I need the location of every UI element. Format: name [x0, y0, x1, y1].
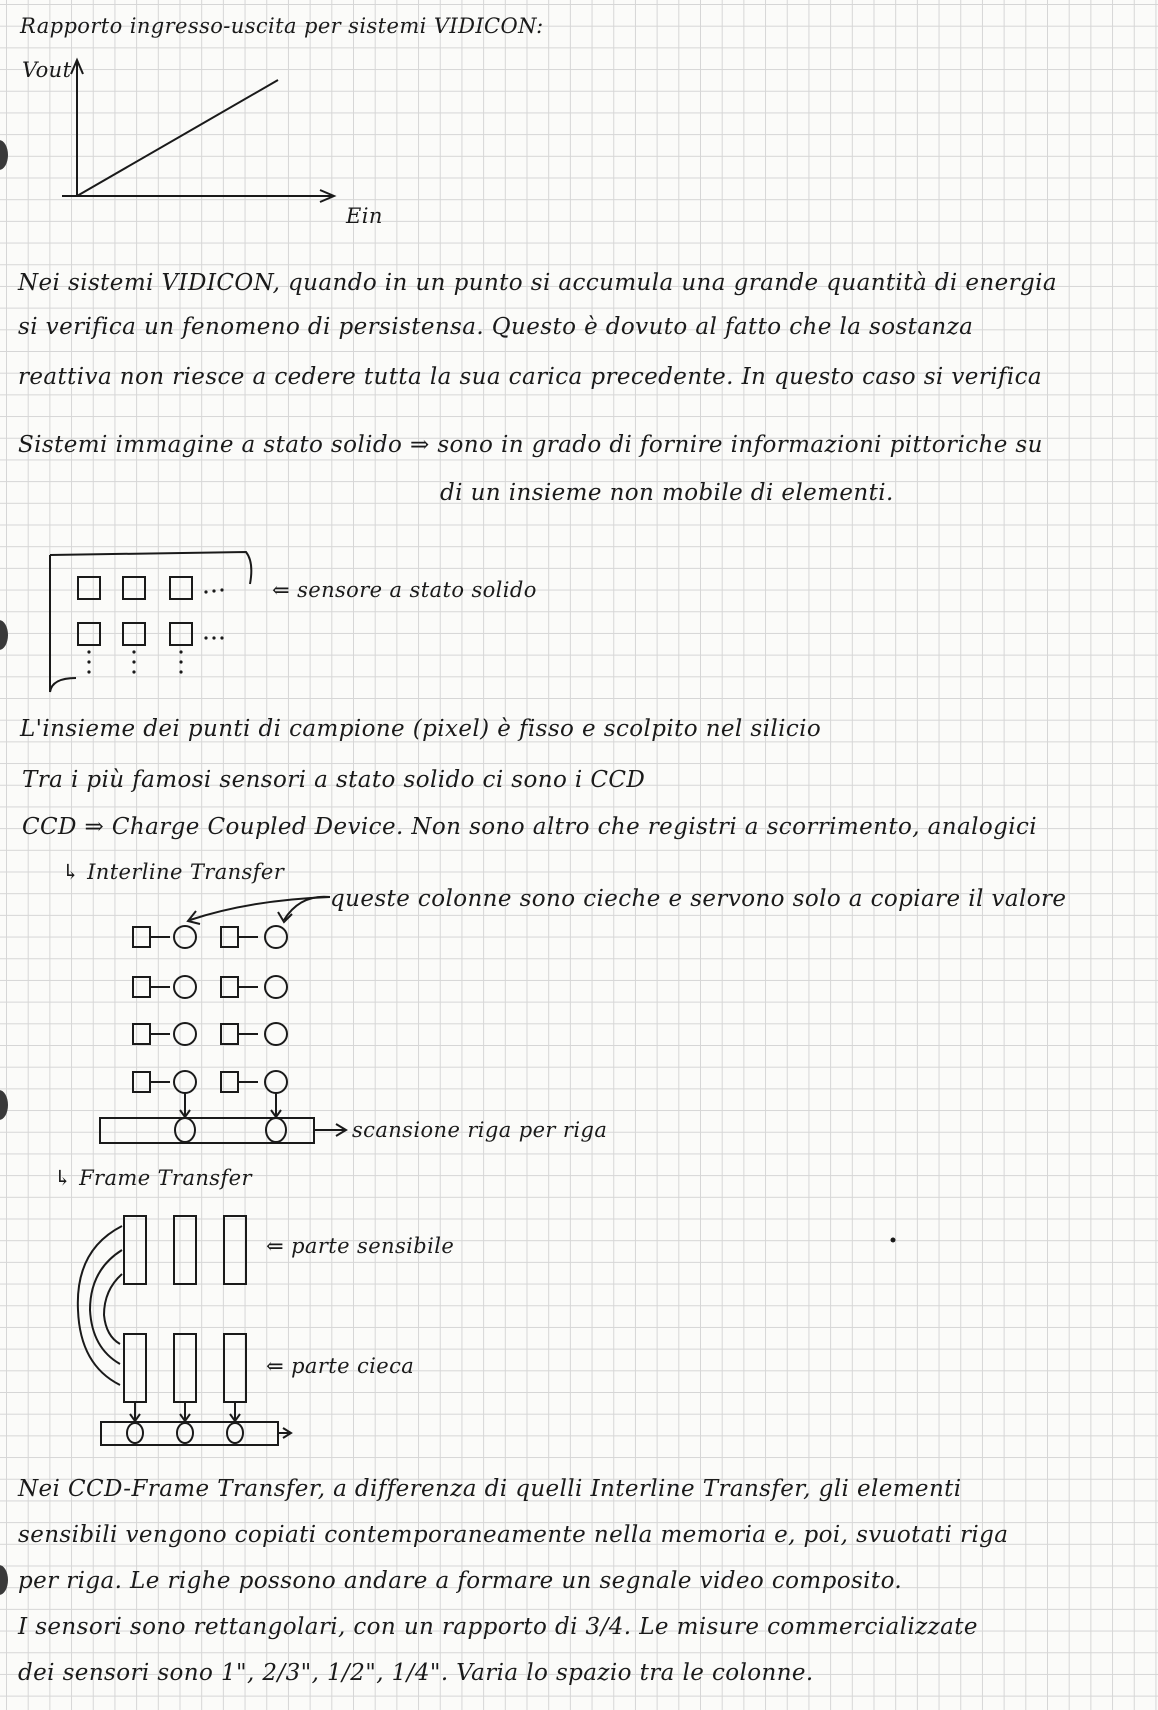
- blind-column: [174, 1334, 196, 1402]
- para1-line: Nei sistemi VIDICON, quando in un punto si accumula una grande quantità di energia: [18, 270, 1057, 296]
- text-line: CCD ⇒ Charge Coupled Device. Non sono altro che registri a scorrimento, analogici: [22, 814, 1037, 840]
- y-axis-label: Vout: [22, 58, 72, 82]
- x-axis-label: Ein: [346, 204, 383, 228]
- sensitive-column: [224, 1216, 246, 1284]
- interline-note: queste colonne sono cieche e servono solo a copiare il valore: [330, 886, 1067, 912]
- para1-line: si verifica un fenomeno di persistensa. Questo è dovuto al fatto che la sostanza: [18, 314, 974, 340]
- sensitive-label: ⇐ parte sensibile: [266, 1234, 455, 1258]
- blind-column: [224, 1334, 246, 1402]
- blind-column: [124, 1334, 146, 1402]
- sensitive-column: [174, 1216, 196, 1284]
- sensitive-column: [124, 1216, 146, 1284]
- para2-line: sensibili vengono copiati contemporaneamente nella memoria e, poi, svuotati riga: [18, 1522, 1009, 1548]
- para2-line: I sensori sono rettangolari, con un rapporto di 3/4. Le misure commercializzate: [18, 1614, 978, 1640]
- text-line: L'insieme dei punti di campione (pixel) è fisso e scolpito nel silicio: [20, 716, 822, 742]
- frame-heading: ↳ Frame Transfer: [54, 1166, 252, 1190]
- para2-line: Nei CCD-Frame Transfer, a differenza di quelli Interline Transfer, gli elementi: [18, 1476, 962, 1502]
- text-line: Tra i più famosi sensori a stato solido ci sono i CCD: [22, 767, 646, 793]
- scan-label: scansione riga per riga: [352, 1118, 608, 1142]
- solid-state-line: di un insieme non mobile di elementi.: [440, 480, 894, 506]
- blind-label: ⇐ parte cieca: [266, 1354, 415, 1378]
- para2-line: dei sensori sono 1", 2/3", 1/2", 1/4". Varia lo spazio tra le colonne.: [18, 1660, 814, 1686]
- interline-heading: ↳ Interline Transfer: [62, 860, 285, 884]
- para1-line: reattiva non riesce a cedere tutta la sua carica precedente. In questo caso si verifica: [18, 364, 1042, 390]
- page-title: Rapporto ingresso-uscita per sistemi VIDICON:: [20, 14, 544, 38]
- para2-line: per riga. Le righe possono andare a formare un segnale video composito.: [18, 1568, 903, 1594]
- solid-state-line: Sistemi immagine a stato solido ⇒ sono in grado di fornire informazioni pittoriche su: [18, 432, 1043, 458]
- sensor-label: ⇐ sensore a stato solido: [272, 578, 537, 602]
